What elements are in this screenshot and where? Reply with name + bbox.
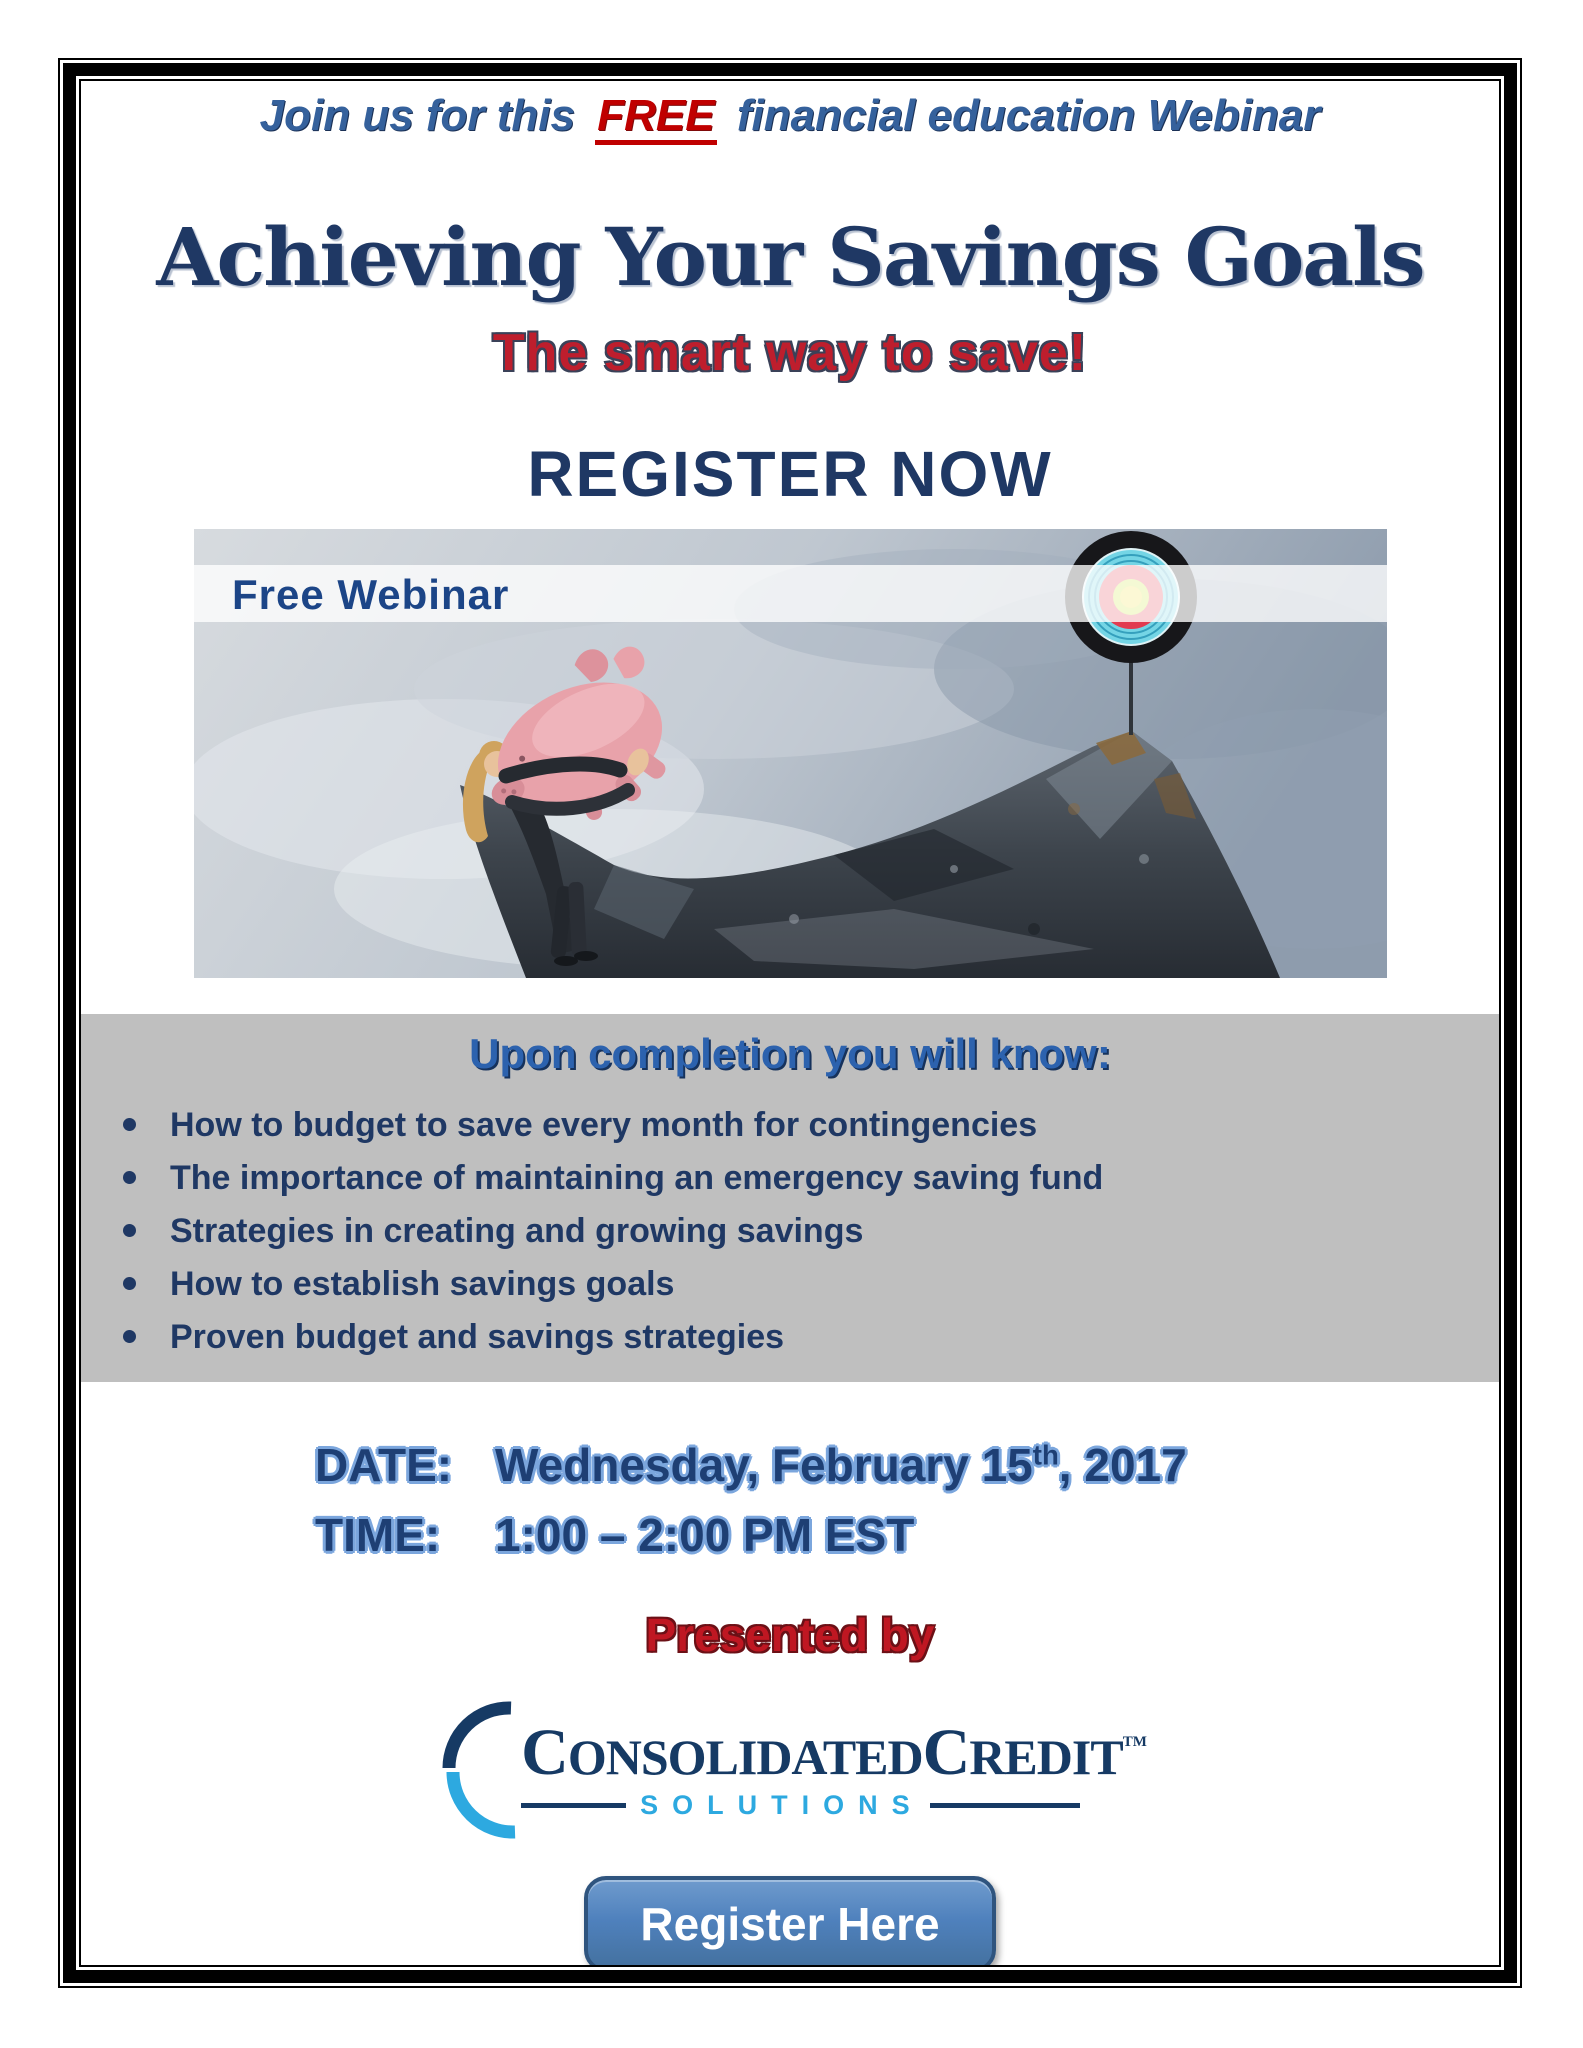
date-row bbox=[315, 1438, 1499, 1492]
intro-line bbox=[81, 91, 1499, 141]
register-now-heading: REGISTER NOW bbox=[527, 438, 1053, 510]
free-webinar-label: Free Webinar bbox=[231, 571, 509, 618]
page-border bbox=[58, 58, 1522, 1988]
date-year: , 2017 bbox=[1058, 1439, 1187, 1491]
page-subtitle: The smart way to save! bbox=[492, 324, 1088, 382]
register-here-button[interactable]: Register Here bbox=[584, 1876, 996, 1967]
logo-swoosh-icon bbox=[433, 1700, 525, 1840]
bullet-list bbox=[81, 1108, 1499, 1354]
hero-image bbox=[194, 529, 1387, 978]
intro-suffix: financial education Webinar bbox=[736, 91, 1321, 140]
bullet-item: How to establish savings goals bbox=[123, 1267, 1499, 1301]
free-webinar-overlay bbox=[194, 565, 1387, 622]
logo-wordmark: CONSOLIDATEDCREDIT™ SOLUTIONS bbox=[521, 1715, 1147, 1820]
logo-tm: TM bbox=[1122, 1733, 1147, 1750]
free-highlight: FREE bbox=[595, 91, 716, 145]
brand-logo bbox=[81, 1700, 1499, 1840]
logo-solutions: SOLUTIONS bbox=[640, 1789, 924, 1820]
bullet-item: The importance of maintaining an emergency saving fund bbox=[123, 1161, 1499, 1195]
bullet-item: Proven budget and savings strategies bbox=[123, 1320, 1499, 1354]
time-label: TIME: bbox=[315, 1509, 441, 1561]
logo-letter: C bbox=[521, 1715, 568, 1789]
section-heading: Upon completion you will know: bbox=[469, 1030, 1111, 1077]
date-value: Wednesday, February 15 bbox=[495, 1439, 1033, 1491]
bullet-item: Strategies in creating and growing savings bbox=[123, 1214, 1499, 1248]
hero-illustration bbox=[194, 529, 1387, 978]
presented-by-heading: Presented by bbox=[645, 1609, 935, 1661]
completion-section bbox=[81, 1014, 1499, 1382]
intro-prefix: Join us for this bbox=[259, 91, 575, 140]
time-row bbox=[315, 1508, 1499, 1562]
date-superscript: th bbox=[1032, 1439, 1059, 1471]
page-title: Achieving Your Savings Goals bbox=[156, 210, 1424, 304]
logo-dash bbox=[521, 1803, 626, 1808]
schedule-block bbox=[315, 1438, 1499, 1562]
logo-letter: C bbox=[922, 1715, 970, 1789]
time-value: 1:00 – 2:00 PM EST bbox=[495, 1509, 915, 1561]
date-label: DATE: bbox=[315, 1439, 453, 1491]
logo-dash bbox=[930, 1803, 1080, 1808]
bullet-item: How to budget to save every month for contingencies bbox=[123, 1108, 1499, 1142]
